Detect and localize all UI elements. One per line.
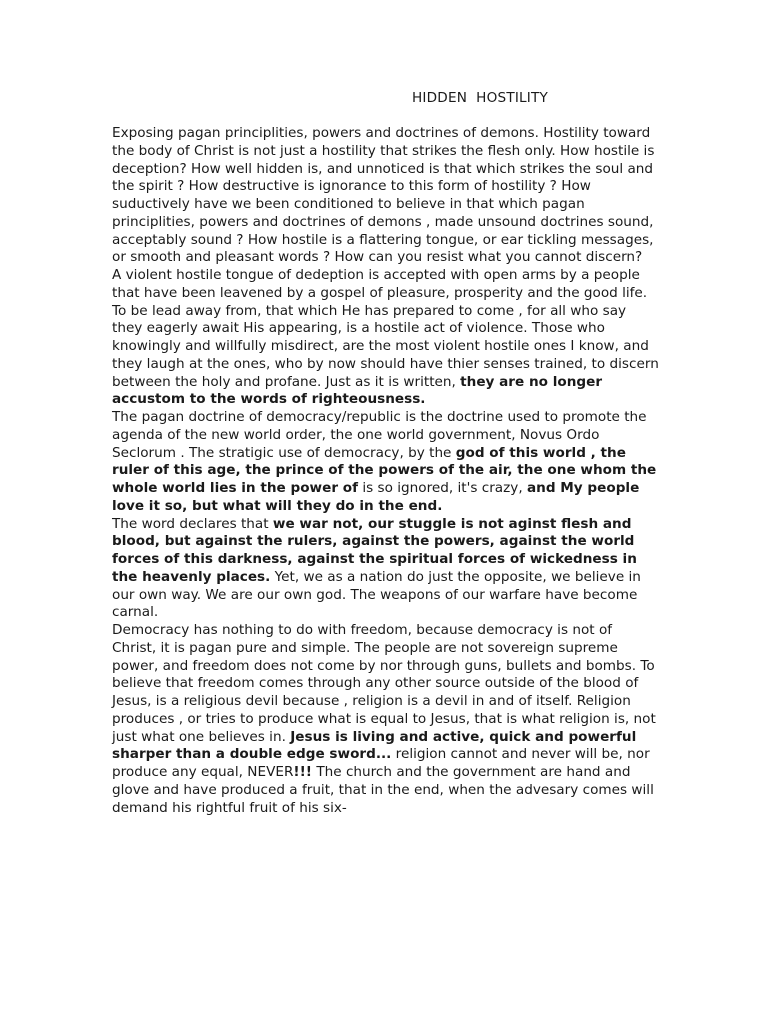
text-segment: The pagan doctrine of democracy/republic is the doctrine used to promote the agenda of the new world order, the one world government, Novus Ordo Seclorum . The stratigic use of democracy, by the [112,409,647,461]
text-segment: is so ignored, it's crazy, [358,480,527,496]
paragraph-5 [112,622,660,817]
bold-text-segment: Jesus is living and active, quick and powerful sharper than a double edge sword... [112,728,637,763]
document-title: HIDDEN HOSTILITY [412,90,549,106]
text-segment: The word declares that [112,515,273,532]
paragraph-3 [112,409,660,516]
bold-text-segment: we war not, our stuggle is not aginst flesh and blood, but against the rulers, against the powers, against the world forces of this darkness, against the spiritual forces of wickedness in the heavenly places. [112,515,637,585]
bold-text-segment: !!! [293,764,313,780]
text-segment: Yet, we as a nation do just the opposite, we believe in our own way. We are our own god. The weapons of our warfare have become carnal. [112,568,641,621]
text-segment: The church and the government are hand and glove and have produced a fruit, that in the end, when the advesary comes will demand his rightful fruit of his six- [112,764,654,816]
bold-text-segment: god of this world , the ruler of this age, the prince of the powers of the air, the one whom the whole world lies in the power of [112,444,657,496]
paragraph-1 [112,125,660,267]
bold-text-segment: they are no longer accustom to the words of righteousness. [112,373,603,408]
paragraph-4 [112,516,660,623]
text-segment: Democracy has nothing to do with freedom, because democracy is not of Christ, it is pagan pure and simple. The people are not sovereign supreme power, and freedom does not come by nor through guns, bullets and bombs. To believe that freedom comes through any other source outside of the blood of Jesus, is a religious devil because , religion is a devil in and of itself. Religion produces , or tries to produce what is equal to Jesus, that is what religion is, not just what one believes in. [112,622,656,745]
text-segment: Exposing pagan principlities, powers and doctrines of demons. Hostility toward the body of Christ is not just a hostility that strikes the flesh only. How hostile is deception? How well hidden is, and unnoticed is that which strikes the soul and the spirit ? How destructive is ignorance to this form of hostility ? How suductively have we been conditioned to believe in that which pagan principlities, powers and doctrines of demons , made unsound doctrines sound, acceptably sound ? How hostile is a flattering tongue, or ear tickling messages, or smooth and pleasant words ? How can you resist what you cannot discern? [112,125,655,266]
text-segment: A violent hostile tongue of dedeption is accepted with open arms by a people that have been leavened by a gospel of pleasure, prosperity and the good life. To be lead away from, that which He has prepared to come , for all who say they eagerly await His appearing, is a hostile act of violence. Those who knowingly and willfully misdirect, are the most violent hostile ones I know, and they laugh at the ones, who by now should have thier senses trained, to discern between the holy and profane. Just as it is written, [112,267,659,390]
document-body [112,125,660,817]
text-segment: religion cannot and never will be, nor produce any equal, NEVER [112,746,650,780]
bold-text-segment: and My people love it so, but what will they do in the end. [112,480,640,514]
paragraph-2 [112,267,660,409]
